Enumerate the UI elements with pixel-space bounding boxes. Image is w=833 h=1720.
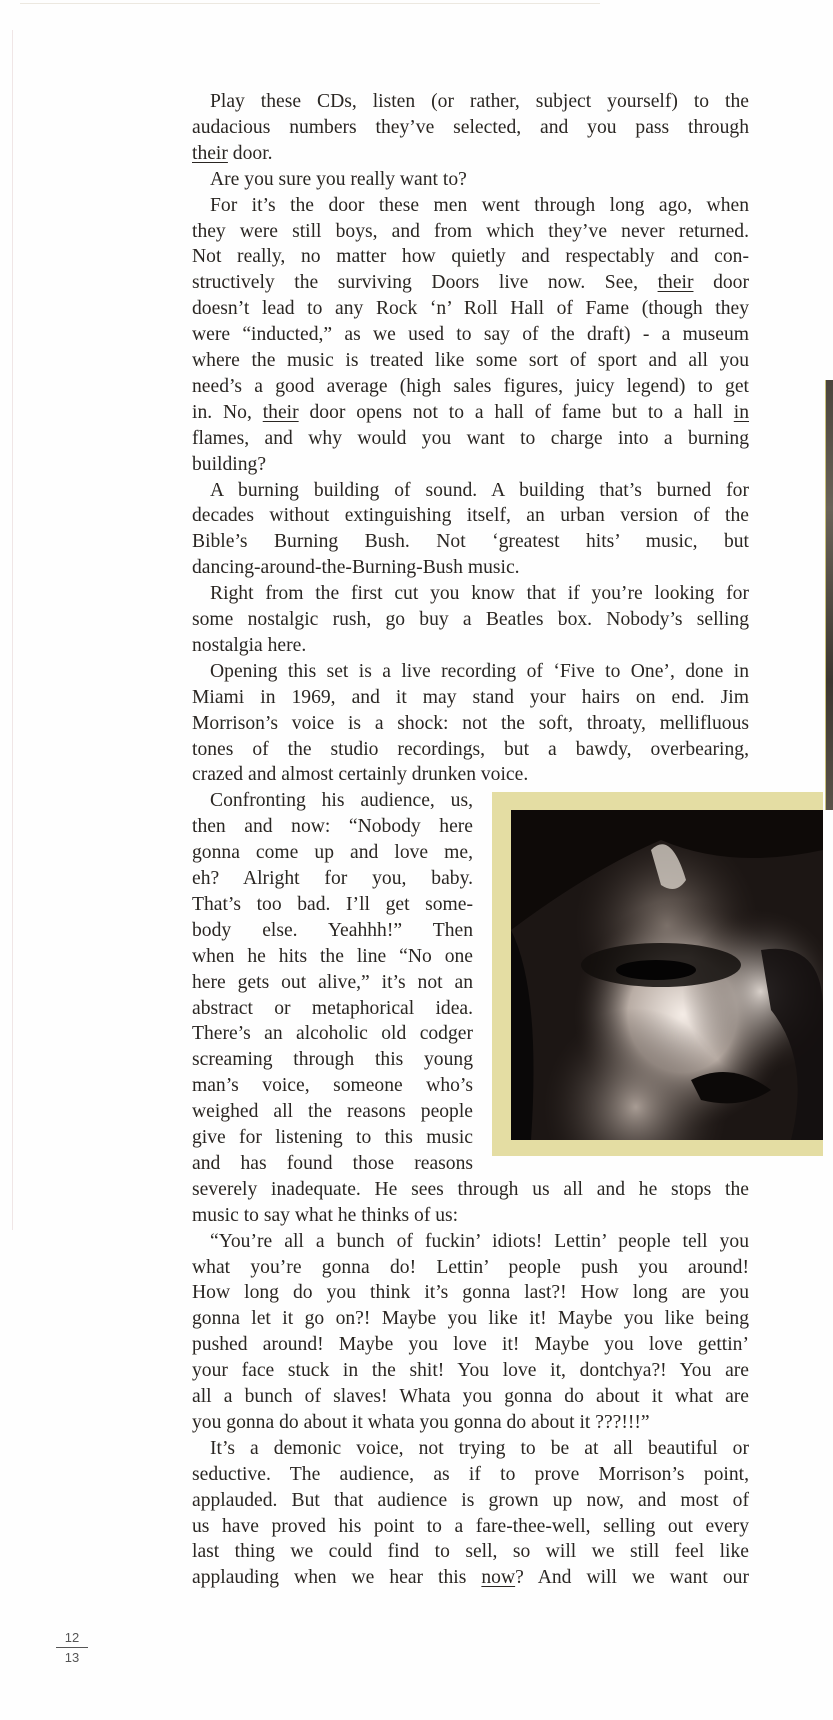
text-line: last thing we could find to sell, so will we still feel like [192,1541,749,1563]
text-line: severely inadequate. He sees through us all and he stops the [192,1178,749,1200]
text-line: gonna let it go on?! Maybe you like it! Maybe you like being [192,1308,749,1330]
text-line: “You’re all a bunch of fuckin’ idiots! Lettin’ people tell you [210,1230,749,1252]
text-line: pushed around! Maybe you love it! Maybe you love gettin’ [192,1334,749,1356]
text-line: give for listening to this music [192,1127,473,1148]
text-line: nostalgia here. [192,634,307,656]
text-line: you gonna do about it whata you gonna do about it ???!!!” [192,1411,650,1433]
text-line: body else. Yeahhh!” Then [192,919,473,941]
text-line: screaming through this young [192,1049,473,1071]
text-line: There’s an alcoholic old codger [192,1023,473,1045]
text-line: your face stuck in the shit! You love it, dontchya?! You are [192,1360,749,1382]
text-line: their door. [192,142,273,164]
page-number-rule [56,1647,88,1648]
text-line: when he hits the line “No one [192,945,473,967]
text-line: they were still boys, and from which they’ve never returned. [192,220,749,242]
emphasis-underline: their [192,142,228,164]
text-line: all a bunch of slaves! Whata you gonna do about it what are [192,1386,749,1407]
text-line: man’s voice, someone who’s [192,1075,473,1097]
text-line: Bible’s Burning Bush. Not ‘greatest hits’ music, but [192,531,749,553]
text-line: audacious numbers they’ve selected, and you pass through [192,116,749,138]
text-line: building? [192,453,267,475]
emphasis-underline: their [262,401,299,423]
text-line: decades without extinguishing itself, an urban version of the [192,505,749,527]
text-line: eh? Alright for you, baby. [192,868,473,889]
page-number-left: 12 [64,1630,80,1645]
text-line: Not really, no matter how quietly and respectably and con- [192,246,749,268]
emphasis-underline: their [657,272,694,294]
page-left-edge [12,30,13,1230]
text-line: what you’re gonna do! Lettin’ people push you around! [192,1256,749,1278]
text-line: applauded. But that audience is grown up now, and most of [192,1489,749,1511]
photo-frame [492,792,823,1156]
adjacent-photo-edge [825,380,833,810]
text-line: Are you sure you really want to? [210,168,467,190]
text-line: It’s a demonic voice, not trying to be at all beautiful or [210,1437,749,1459]
text-line: doesn’t lead to any Rock ‘n’ Roll Hall of Fame (though they [192,298,749,320]
text-line: then and now: “Nobody here [192,816,473,838]
text-line: applauding when we hear this now? And will we want our [192,1567,749,1589]
text-line: some nostalgic rush, go buy a Beatles box. Nobody’s selling [192,609,749,630]
emphasis-underline: in [733,401,750,423]
text-line: Play these CDs, listen (or rather, subject yourself) to the [210,91,749,112]
text-line: abstract or metaphorical idea. [192,997,473,1019]
text-line: tones of the studio recordings, but a bawdy, overbearing, [192,738,749,760]
text-line: need’s a good average (high sales figures, juicy legend) to get [192,375,749,397]
text-line: A burning building of sound. A building that’s burned for [210,479,749,501]
text-line: Opening this set is a live recording of ‘Five to One’, done in [210,660,749,682]
text-line: gonna come up and love me, [192,842,473,864]
text-line: in. No, their door opens not to a hall of fame but to a hall in [192,401,750,423]
text-line: That’s too bad. I’ll get some- [192,893,473,915]
text-line: seductive. The audience, as if to prove Morrison’s point, [192,1463,749,1485]
text-line: weighed all the reasons people [192,1101,473,1123]
text-line: and has found those reasons [192,1152,473,1174]
text-line: were “inducted,” as we used to say of the draft) - a museum [192,324,749,346]
text-line: Miami in 1969, and it may stand your hairs on end. Jim [192,686,749,708]
page-top-edge [20,3,600,4]
text-line: crazed and almost certainly drunken voice. [192,764,529,786]
portrait-image [511,810,823,1140]
text-line: For it’s the door these men went through long ago, when [210,194,749,216]
text-line: Right from the first cut you know that if you’re looking for [210,583,749,605]
text-line: flames, and why would you want to charge into a burning [192,427,749,449]
page-number [56,1630,88,1665]
text-line: structively the surviving Doors live now. See, their door [192,272,749,294]
text-line: us have proved his point to a fare-thee-well, selling out every [192,1515,749,1537]
text-line: here gets out alive,” it’s not an [192,971,473,993]
text-line: How long do you think it’s gonna last?! How long are you [192,1282,749,1304]
emphasis-underline: now [481,1567,516,1589]
text-line: where the music is treated like some sort of sport and all you [192,350,749,371]
text-line: dancing-around-the-Burning-Bush music. [192,557,520,579]
text-line: Morrison’s voice is a shock: not the soft, throaty, mellifluous [192,712,749,734]
text-line: music to say what he thinks of us: [192,1204,459,1226]
text-line: Confronting his audience, us, [210,790,473,812]
portrait-photo [511,810,823,1140]
page-number-right: 13 [64,1650,80,1665]
